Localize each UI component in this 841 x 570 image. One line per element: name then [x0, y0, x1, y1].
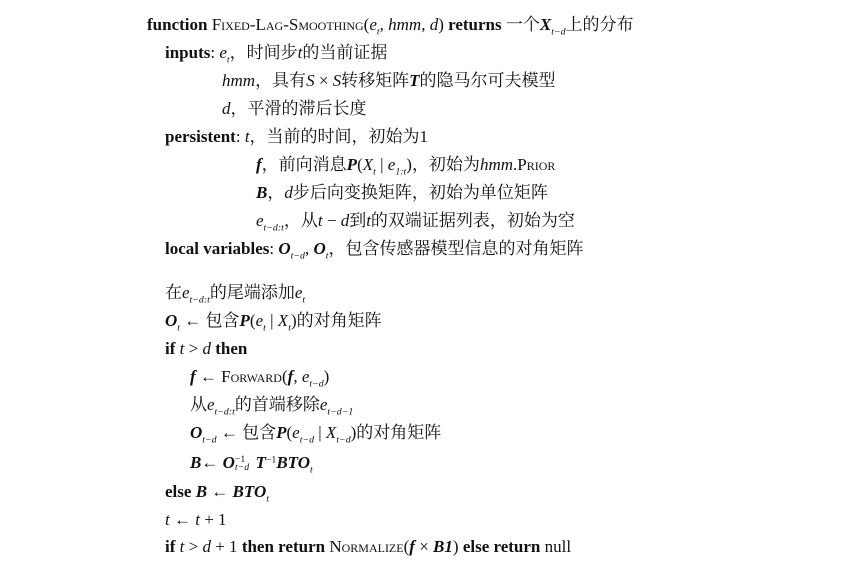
- var-e: e: [292, 423, 300, 442]
- colon: :: [210, 43, 220, 62]
- paren: (: [286, 423, 293, 442]
- paren: ): [406, 155, 412, 174]
- forward-message-line: [256, 154, 555, 176]
- text: 的对角矩阵: [296, 311, 382, 330]
- var-f: f: [409, 537, 415, 556]
- set-O-t-minus-d-line: [190, 422, 441, 444]
- text: ，当前的时间，初始为1: [249, 127, 429, 146]
- paren: (: [403, 537, 410, 556]
- hmm-input-line: [222, 70, 556, 92]
- evidence-list-line: [256, 210, 575, 232]
- paren: (: [249, 311, 256, 330]
- dot: .: [513, 155, 518, 174]
- superscript: −1: [234, 454, 246, 466]
- persistent-line: [165, 126, 428, 148]
- bar: |: [265, 311, 278, 330]
- inputs-line: [165, 42, 387, 64]
- greater-than: >: [184, 537, 203, 556]
- var-d: d: [222, 99, 231, 118]
- prior-name: Prior: [517, 155, 556, 174]
- return-line: [165, 536, 571, 558]
- subscript: t: [376, 26, 380, 38]
- var-e: e: [294, 283, 303, 302]
- text: 的隐马尔可夫模型: [419, 71, 556, 90]
- var-X: X: [325, 423, 337, 442]
- append-evidence-line: [165, 282, 305, 304]
- var-S: S: [306, 71, 315, 90]
- subscript: t−d:t: [214, 406, 235, 418]
- paren: (: [363, 15, 370, 34]
- remove-evidence-line: [190, 394, 353, 416]
- subscript: t−d−1: [327, 406, 354, 418]
- subscript: t−d:t: [263, 222, 284, 234]
- keyword-then: then: [210, 339, 248, 358]
- var-t: t: [179, 339, 185, 358]
- left-arrow: ←: [180, 311, 206, 330]
- forward-update-line: [190, 366, 329, 388]
- var-B1: B1: [433, 537, 453, 556]
- var-e: e: [319, 395, 328, 414]
- var-f: f: [190, 367, 196, 386]
- var-B: B: [256, 183, 268, 202]
- var-hmm: hmm: [222, 71, 256, 90]
- else-B-line: [165, 481, 269, 503]
- keyword-if: if: [165, 339, 180, 358]
- superscript: −1: [265, 454, 277, 466]
- paren: (: [281, 367, 288, 386]
- var-t: t: [317, 211, 323, 230]
- param-hmm: hmm: [388, 15, 422, 34]
- keyword-else: else: [165, 482, 196, 501]
- times-sign: ×: [314, 71, 333, 90]
- forward-name: Forward: [221, 367, 282, 386]
- subscript: t−d: [299, 434, 315, 446]
- left-arrow: ←: [201, 453, 223, 472]
- keyword-persistent: persistent: [165, 127, 236, 146]
- text: 的双端证据列表，初始为空: [370, 211, 575, 230]
- text: ，时间步: [229, 43, 298, 62]
- param-e: e: [369, 15, 377, 34]
- set-O-t-line: [165, 310, 382, 332]
- colon: :: [235, 127, 245, 146]
- var-t: t: [165, 510, 170, 529]
- plus-one: + 1: [210, 537, 238, 556]
- var-f: f: [256, 155, 262, 174]
- paren: ): [350, 423, 357, 442]
- keyword-else-return: else return: [458, 537, 545, 556]
- normalize-name: Normalize: [329, 537, 404, 556]
- subscript: t: [288, 322, 291, 334]
- d-input-line: [222, 98, 367, 120]
- var-t: t: [244, 127, 250, 146]
- text: ，初始为: [411, 155, 480, 174]
- var-f: f: [287, 367, 294, 386]
- left-arrow: ←: [195, 367, 222, 386]
- var-X: X: [277, 311, 289, 330]
- paren: ): [452, 537, 459, 556]
- var-X: X: [362, 155, 374, 174]
- var-X: X: [539, 15, 552, 34]
- text: 的首端移除: [234, 395, 320, 414]
- comma: ,: [304, 239, 314, 258]
- keyword-local-variables: local variables: [165, 239, 270, 258]
- bar: |: [375, 155, 388, 174]
- keyword-then-return: then return: [237, 537, 330, 556]
- subscript: t−d:t: [189, 294, 210, 306]
- var-d: d: [202, 339, 211, 358]
- subscript: t: [310, 464, 313, 476]
- text: ，前向消息: [261, 155, 347, 174]
- backward-matrix-line: [256, 182, 548, 204]
- function-signature-line: [147, 14, 634, 36]
- minus: −: [322, 211, 341, 230]
- var-O: O: [165, 311, 178, 330]
- text: 步后向变换矩阵，初始为单位矩阵: [292, 183, 548, 202]
- left-arrow: ←: [169, 510, 196, 529]
- var-B: B: [190, 453, 202, 472]
- text: 的尾端添加: [209, 283, 295, 302]
- subscript: t: [373, 166, 376, 178]
- subscript: 1:t: [395, 166, 407, 178]
- greater-than: >: [184, 339, 203, 358]
- var-d: d: [284, 183, 293, 202]
- var-O: O: [313, 239, 326, 258]
- text: ，具有: [255, 71, 307, 90]
- var-O: O: [222, 453, 235, 472]
- colon: :: [269, 239, 279, 258]
- var-T: T: [409, 71, 420, 90]
- subscript: t: [177, 322, 181, 334]
- text: 的对角矩阵: [356, 423, 442, 442]
- comma: ,: [421, 15, 430, 34]
- super-sub-stack: [235, 456, 249, 472]
- comma: ,: [379, 15, 389, 34]
- subscript: t−d: [336, 434, 351, 446]
- text: 在: [165, 283, 182, 302]
- var-P: P: [346, 155, 358, 174]
- var-O: O: [190, 423, 203, 442]
- var-e: e: [182, 283, 190, 302]
- bar: |: [314, 423, 326, 442]
- paren: ): [323, 367, 330, 386]
- var-P: P: [239, 311, 250, 330]
- plus-one: + 1: [199, 510, 227, 529]
- null-value: null: [544, 537, 572, 556]
- var-e: e: [219, 43, 227, 62]
- param-d: d: [429, 15, 439, 34]
- keyword-function: function: [147, 15, 208, 34]
- text: 上的分布: [565, 15, 634, 34]
- function-name: Fixed-Lag-Smoothing: [211, 15, 364, 34]
- var-e: e: [207, 395, 215, 414]
- var-e: e: [256, 211, 264, 230]
- text: 包含: [205, 311, 240, 330]
- text: 包含: [242, 423, 277, 442]
- text: ，平滑的滞后长度: [230, 99, 367, 118]
- subscript: t: [302, 294, 306, 306]
- var-BTO: BTO: [276, 453, 311, 472]
- var-e: e: [255, 311, 264, 330]
- keyword-if: if: [165, 537, 180, 556]
- var-e: e: [301, 367, 310, 386]
- local-variables-line: [165, 238, 583, 260]
- subscript: t: [226, 54, 230, 66]
- text: ，: [267, 183, 285, 202]
- var-t: t: [366, 211, 371, 230]
- var-d: d: [202, 537, 211, 556]
- var-T: T: [255, 453, 266, 472]
- text: 的当前证据: [302, 43, 388, 62]
- if-t-gt-d-line: [165, 338, 247, 360]
- text: ，从: [283, 211, 318, 230]
- keyword-returns: returns: [443, 15, 506, 34]
- var-S: S: [332, 71, 342, 90]
- update-B-line: [190, 452, 313, 474]
- subscript: t−d: [202, 434, 217, 446]
- var-t: t: [195, 510, 200, 529]
- var-BTO: BTO: [232, 482, 267, 501]
- left-arrow: ←: [216, 423, 243, 442]
- var-O: O: [278, 239, 291, 258]
- text: 转移矩阵: [341, 71, 410, 90]
- var-t: t: [179, 537, 185, 556]
- subscript: t−d: [309, 378, 324, 390]
- paren: ): [290, 311, 297, 330]
- subscript: t: [263, 322, 266, 334]
- keyword-inputs: inputs: [165, 43, 211, 62]
- var-P: P: [276, 423, 287, 442]
- var-e: e: [387, 155, 396, 174]
- subscript: t: [266, 493, 269, 505]
- var-d: d: [340, 211, 350, 230]
- subscript: t−d: [234, 462, 250, 474]
- subscript: t−d: [551, 26, 566, 38]
- text: 一个: [505, 15, 540, 34]
- subscript: t: [325, 250, 329, 262]
- paren: (: [357, 155, 363, 174]
- paren: ): [438, 15, 444, 34]
- var-t: t: [297, 43, 303, 62]
- var-B: B: [195, 482, 208, 501]
- subscript: t−d: [290, 250, 305, 262]
- comma: ,: [293, 367, 302, 386]
- text: ，包含传感器模型信息的对角矩阵: [328, 239, 584, 258]
- text: 到: [349, 211, 367, 230]
- left-arrow: ←: [207, 482, 233, 501]
- increment-t-line: [165, 509, 227, 531]
- times-sign: ×: [414, 537, 434, 556]
- text: 从: [190, 395, 207, 414]
- var-hmm: hmm: [479, 155, 513, 174]
